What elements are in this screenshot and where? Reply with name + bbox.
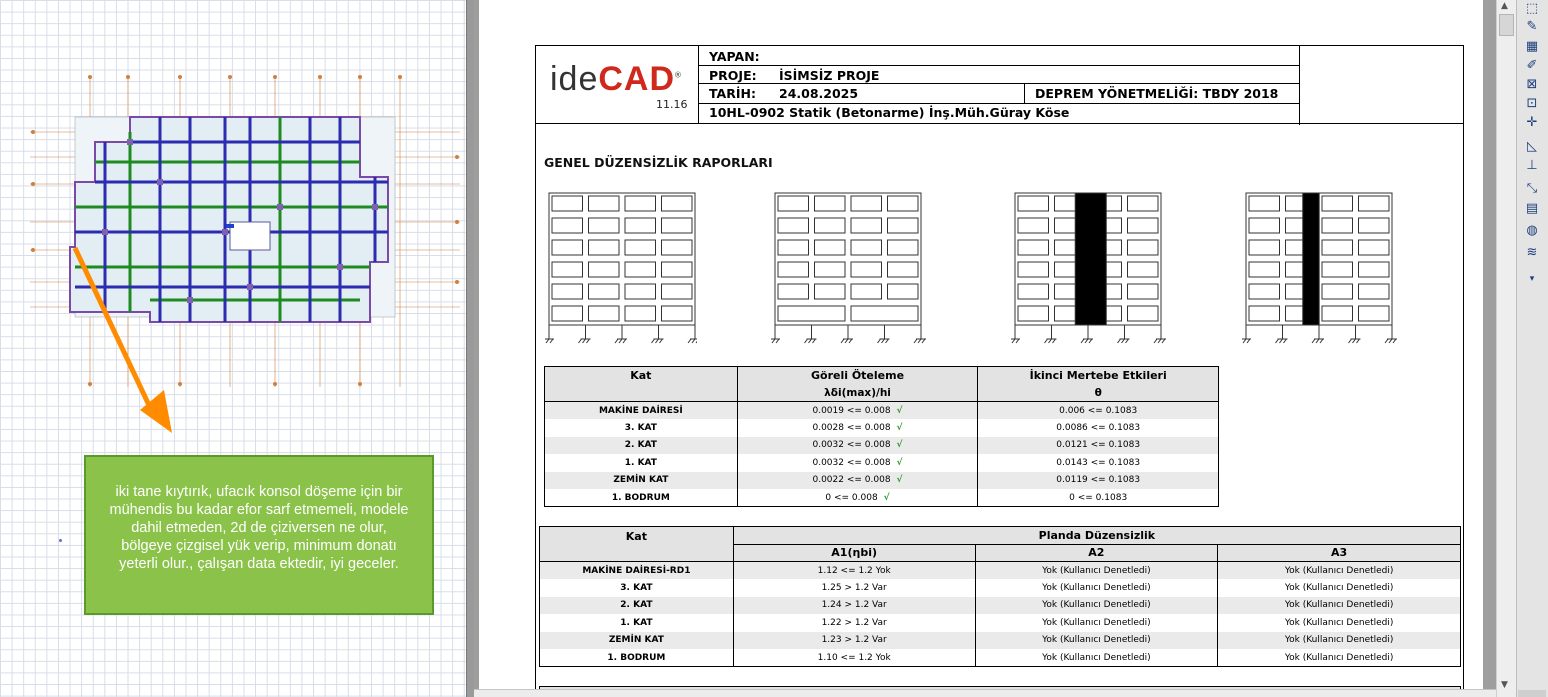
t2-kat: ZEMİN KAT [540,632,734,650]
note-callout[interactable] [84,455,434,615]
table-row [545,472,1219,490]
t1-kat: 1. BODRUM [545,489,738,507]
table-row [545,402,1219,420]
t2-kat: 1. KAT [540,614,734,632]
proje-label: PROJE: [709,68,757,83]
t2-a1: 1.25 > 1.2 Var [733,579,975,597]
t2-kat: MAKİNE DAİRESİ-RD1 [540,562,734,580]
layer-icon[interactable]: ▦ [1525,39,1539,54]
t2-a1: 1.10 <= 1.2 Yok [733,649,975,667]
t1-sub-theta: θ [978,384,1219,402]
t2-a2: Yok (Kullanıcı Denetledi) [975,649,1218,667]
scroll-up-icon[interactable]: ▲ [1501,1,1508,11]
t2-a3: Yok (Kullanıcı Denetledi) [1218,632,1461,650]
check-icon: √ [896,422,903,433]
t1-oteleme: 0.0028 <= 0.008 [812,422,891,433]
frame-diagram-regular [545,191,697,349]
t2-a3: Yok (Kullanıcı Denetledi) [1218,649,1461,667]
tarih-label: TARİH: [709,86,756,101]
report-viewer[interactable] [474,0,1496,697]
table-row [540,579,1461,597]
t2-a1: 1.12 <= 1.2 Yok [733,562,975,580]
cad-canvas[interactable] [0,0,466,697]
toolbar-footer [1518,690,1546,697]
header-yapan-row [699,46,1299,66]
t2-a2: Yok (Kullanıcı Denetledi) [975,632,1218,650]
check-icon: √ [896,457,903,468]
pen-icon[interactable]: ✐ [1526,58,1538,73]
t1-oteleme-cell [737,402,978,420]
canvas-point [59,539,62,542]
t1-oteleme: 0.0019 <= 0.008 [812,405,891,416]
t2-a3: Yok (Kullanıcı Denetledi) [1218,597,1461,615]
orange-arrow-icon [60,240,200,450]
t2-header-kat: Kat [540,527,734,562]
table-row [540,632,1461,650]
t1-header-ikinci: İkinci Mertebe Etkileri [978,367,1219,385]
t1-theta: 0.0119 <= 0.1083 [978,472,1219,490]
t2-a2: Yok (Kullanıcı Denetledi) [975,597,1218,615]
frame-diagram-narrow-core [1242,191,1402,349]
t2-a2: Yok (Kullanıcı Denetledi) [975,614,1218,632]
t2-sub-a2: A2 [975,544,1218,562]
t2-a2: Yok (Kullanıcı Denetledi) [975,562,1218,580]
deprem-yonetmeligi: DEPREM YÖNETMELİĞİ: TBDY 2018 [1035,86,1279,101]
t1-oteleme: 0 <= 0.008 [825,492,878,503]
proje-value: İSİMSİZ PROJE [779,68,880,83]
t1-oteleme-cell [737,454,978,472]
scroll-thumb[interactable] [1499,14,1514,36]
yapan-label: YAPAN: [709,49,760,64]
column-icon[interactable]: ⊡ [1526,96,1538,111]
right-toolbar [1516,0,1548,697]
horizontal-scrollbar[interactable] [474,689,1496,697]
chart-icon[interactable]: ≋ [1526,245,1538,260]
table-row [545,489,1219,507]
frame-diagram-soft-story [771,191,931,349]
table-row [540,614,1461,632]
table-row [540,562,1461,580]
t1-theta: 0.006 <= 0.1083 [978,402,1219,420]
t1-theta: 0.0121 <= 0.1083 [978,437,1219,455]
logo-ide-text: ide [550,60,599,98]
vertical-scrollbar[interactable] [1496,0,1516,697]
t1-kat: 1. KAT [545,454,738,472]
t1-theta: 0.0143 <= 0.1083 [978,454,1219,472]
plan-irregularity-table [539,526,1461,667]
t1-oteleme-cell [737,472,978,490]
t2-a3: Yok (Kullanıcı Denetledi) [1218,562,1461,580]
toolbar-more-icon[interactable]: ▾ [1529,274,1535,284]
check-icon: √ [883,492,890,503]
check-icon: √ [896,440,903,451]
t1-kat: ZEMİN KAT [545,472,738,490]
check-icon: √ [896,475,903,486]
idecad-logo: ideCAD® 11.16 [536,46,699,123]
table-row [540,597,1461,615]
print-icon[interactable]: ▤ [1525,201,1539,216]
t1-header-oteleme: Göreli Öteleme [737,367,978,385]
logo-version: 11.16 [656,98,688,111]
header-tarih-row [699,84,1299,104]
edit-icon[interactable]: ✎ [1526,19,1538,34]
stair-icon[interactable]: ◺ [1527,139,1537,154]
t1-kat: MAKİNE DAİRESİ [545,402,738,420]
t2-kat: 2. KAT [540,597,734,615]
t1-theta: 0.0086 <= 0.1083 [978,419,1219,437]
t2-a1: 1.24 > 1.2 Var [733,597,975,615]
table-row [540,649,1461,667]
t2-sub-a1: A1(ηbi) [733,544,975,562]
t2-a1: 1.23 > 1.2 Var [733,632,975,650]
move-icon[interactable]: ✛ [1526,115,1538,130]
header-proje-row [699,66,1299,84]
t1-kat: 3. KAT [545,419,738,437]
table-row [545,454,1219,472]
t1-theta: 0 <= 0.1083 [978,489,1219,507]
header-footer-text: 10HL-0902 Statik (Betonarme) İnş.Müh.Güray Köse [709,105,1070,120]
dimension-icon[interactable]: ⤡ [1526,181,1538,196]
logo-cad-text: CAD [598,60,676,98]
paint-icon[interactable]: ◍ [1526,223,1538,238]
t2-a1: 1.22 > 1.2 Var [733,614,975,632]
t1-kat: 2. KAT [545,437,738,455]
t2-kat: 3. KAT [540,579,734,597]
scroll-down-icon[interactable]: ▼ [1501,680,1508,690]
section-title: GENEL DÜZENSİZLİK RAPORLARI [544,155,773,170]
t2-sub-a3: A3 [1218,544,1461,562]
t1-oteleme: 0.0032 <= 0.008 [812,457,891,468]
t2-kat: 1. BODRUM [540,649,734,667]
t1-header-kat: Kat [545,367,738,385]
beam-icon[interactable]: ⊠ [1526,77,1538,92]
frame-diagram-wide-core [1011,191,1171,349]
t1-oteleme: 0.0032 <= 0.008 [812,440,891,451]
select-icon[interactable]: ⬚ [1525,1,1539,16]
report-page [479,0,1483,697]
t1-oteleme-cell [737,419,978,437]
pane-splitter[interactable] [466,0,474,697]
t2-header-planda: Planda Düzensizlik [733,527,1460,545]
t2-a2: Yok (Kullanıcı Denetledi) [975,579,1218,597]
t1-oteleme-cell [737,489,978,507]
tarih-value: 24.08.2025 [779,86,859,101]
t2-a3: Yok (Kullanıcı Denetledi) [1218,614,1461,632]
table-row [545,419,1219,437]
t2-a3: Yok (Kullanıcı Denetledi) [1218,579,1461,597]
note-text: iki tane kıytırık, ufacık konsol döşeme için bir mühendis bu kadar efor sarf etmemeli, modele dahil etmeden, 2d de çiziversen ne olur, bölgeye çizgisel yük verip, minimum donatı yeterli olur., çalışan data ektedir, iyi geceler. [109,484,409,572]
drift-table [544,366,1219,507]
table-row [545,437,1219,455]
t1-sub-kat [545,384,738,402]
section-icon[interactable]: ⊥ [1526,158,1538,173]
t1-oteleme-cell [737,437,978,455]
report-header [535,45,1464,124]
t1-sub-oteleme: λδi(max)/hi [737,384,978,402]
check-icon: √ [896,405,903,416]
t1-oteleme: 0.0022 <= 0.008 [812,475,891,486]
